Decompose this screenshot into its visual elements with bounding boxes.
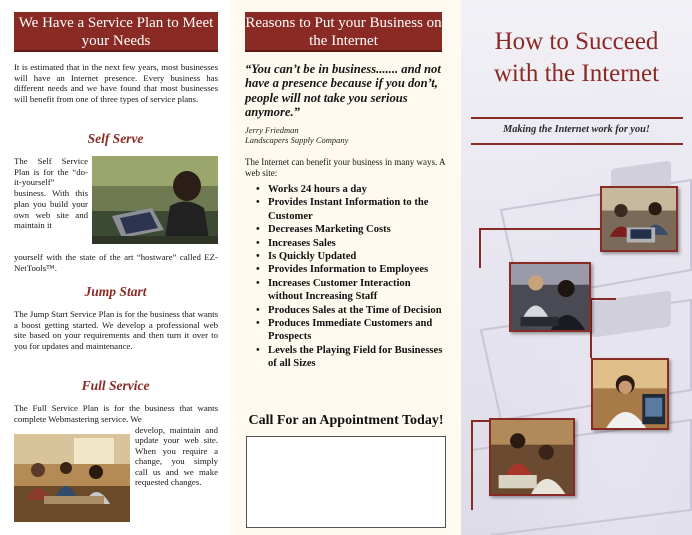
reasons-banner: Reasons to Put your Business on the Internet [245,12,442,52]
self-serve-heading: Self Serve [87,131,144,146]
connector-line [471,420,473,510]
laptop-user-photo [92,156,218,244]
appointment-cta: Call For an Appointment Today! [248,413,444,428]
benefit-item: • Provides Information to Employees [251,263,446,276]
connector-line [471,420,489,422]
intro-text: It is estimated that in the next few years, most businesses will have an Internet presence. Every business has different needs and we have found that most businesses will benefit from one of three types of service plans. [14,62,218,104]
benefit-item: • Works 24 hours a day [251,183,446,196]
connector-line [479,228,600,230]
right-panel [461,0,692,535]
tagline-rule-top [471,117,683,119]
service-plan-banner: We Have a Service Plan to Meet your Needs [14,12,218,52]
benefits-intro: The Internet can benefit your business in many ways. A web site: [245,157,445,178]
woman-at-computer-photo [591,358,669,430]
self-serve-text-continued: yourself with the state of the art “hostware” called EZ-NetTools™. [14,252,218,273]
quote-company: Landscapers Supply Company [245,135,349,145]
benefit-item: • Increases Sales [251,237,446,250]
colleagues-review-photo [489,418,575,496]
meeting-photo [14,434,130,522]
testimonial-quote: “You can’t be in business....... and not have a presence because if you don’t, people will not take you serious anymore.” [245,62,441,120]
group-working-photo [509,262,591,332]
brochure-title [461,26,692,90]
benefit-item: • Increases Customer Interaction without Increasing Staff [251,277,446,304]
middle-panel [231,0,461,535]
benefit-item: • Is Quickly Updated [251,250,446,263]
title-line-2: with the Internet [493,60,660,87]
tagline: Making the Internet work for you! [503,124,650,135]
benefits-list [251,183,446,371]
jump-start-text: The Jump Start Service Plan is for the business that wants a boost getting started. We develop a professional web site based on your requirements and then turn it over to you for updates and maintenance. [14,309,218,351]
quote-author: Jerry Friedman [245,125,299,135]
team-at-laptop-photo [600,186,678,252]
left-panel [0,0,231,535]
self-serve-text: The Self Service Plan is for the “do-it-yourself” business. With this plan you build your own web site and maintain it [14,156,88,231]
title-line-1: How to Succeed [494,28,659,55]
full-service-heading: Full Service [81,378,150,393]
full-service-text-continued: develop, maintain and update your web site. When you require a change, you simply call us and we make requested changes. [135,425,218,488]
address-box [246,436,446,528]
benefit-item: • Provides Instant Information to the Customer [251,196,446,223]
benefit-item: • Levels the Playing Field for Businesses of all Sizes [251,344,446,371]
benefit-item: • Produces Sales at the Time of Decision [251,304,446,317]
benefit-item: • Decreases Marketing Costs [251,223,446,236]
jump-start-heading: Jump Start [84,284,147,299]
full-service-text: The Full Service Plan is for the business that wants complete Webmastering service. We [14,403,218,424]
tagline-rule-bottom [471,143,683,145]
connector-line [479,228,481,268]
benefit-item: • Produces Immediate Customers and Prospects [251,317,446,344]
